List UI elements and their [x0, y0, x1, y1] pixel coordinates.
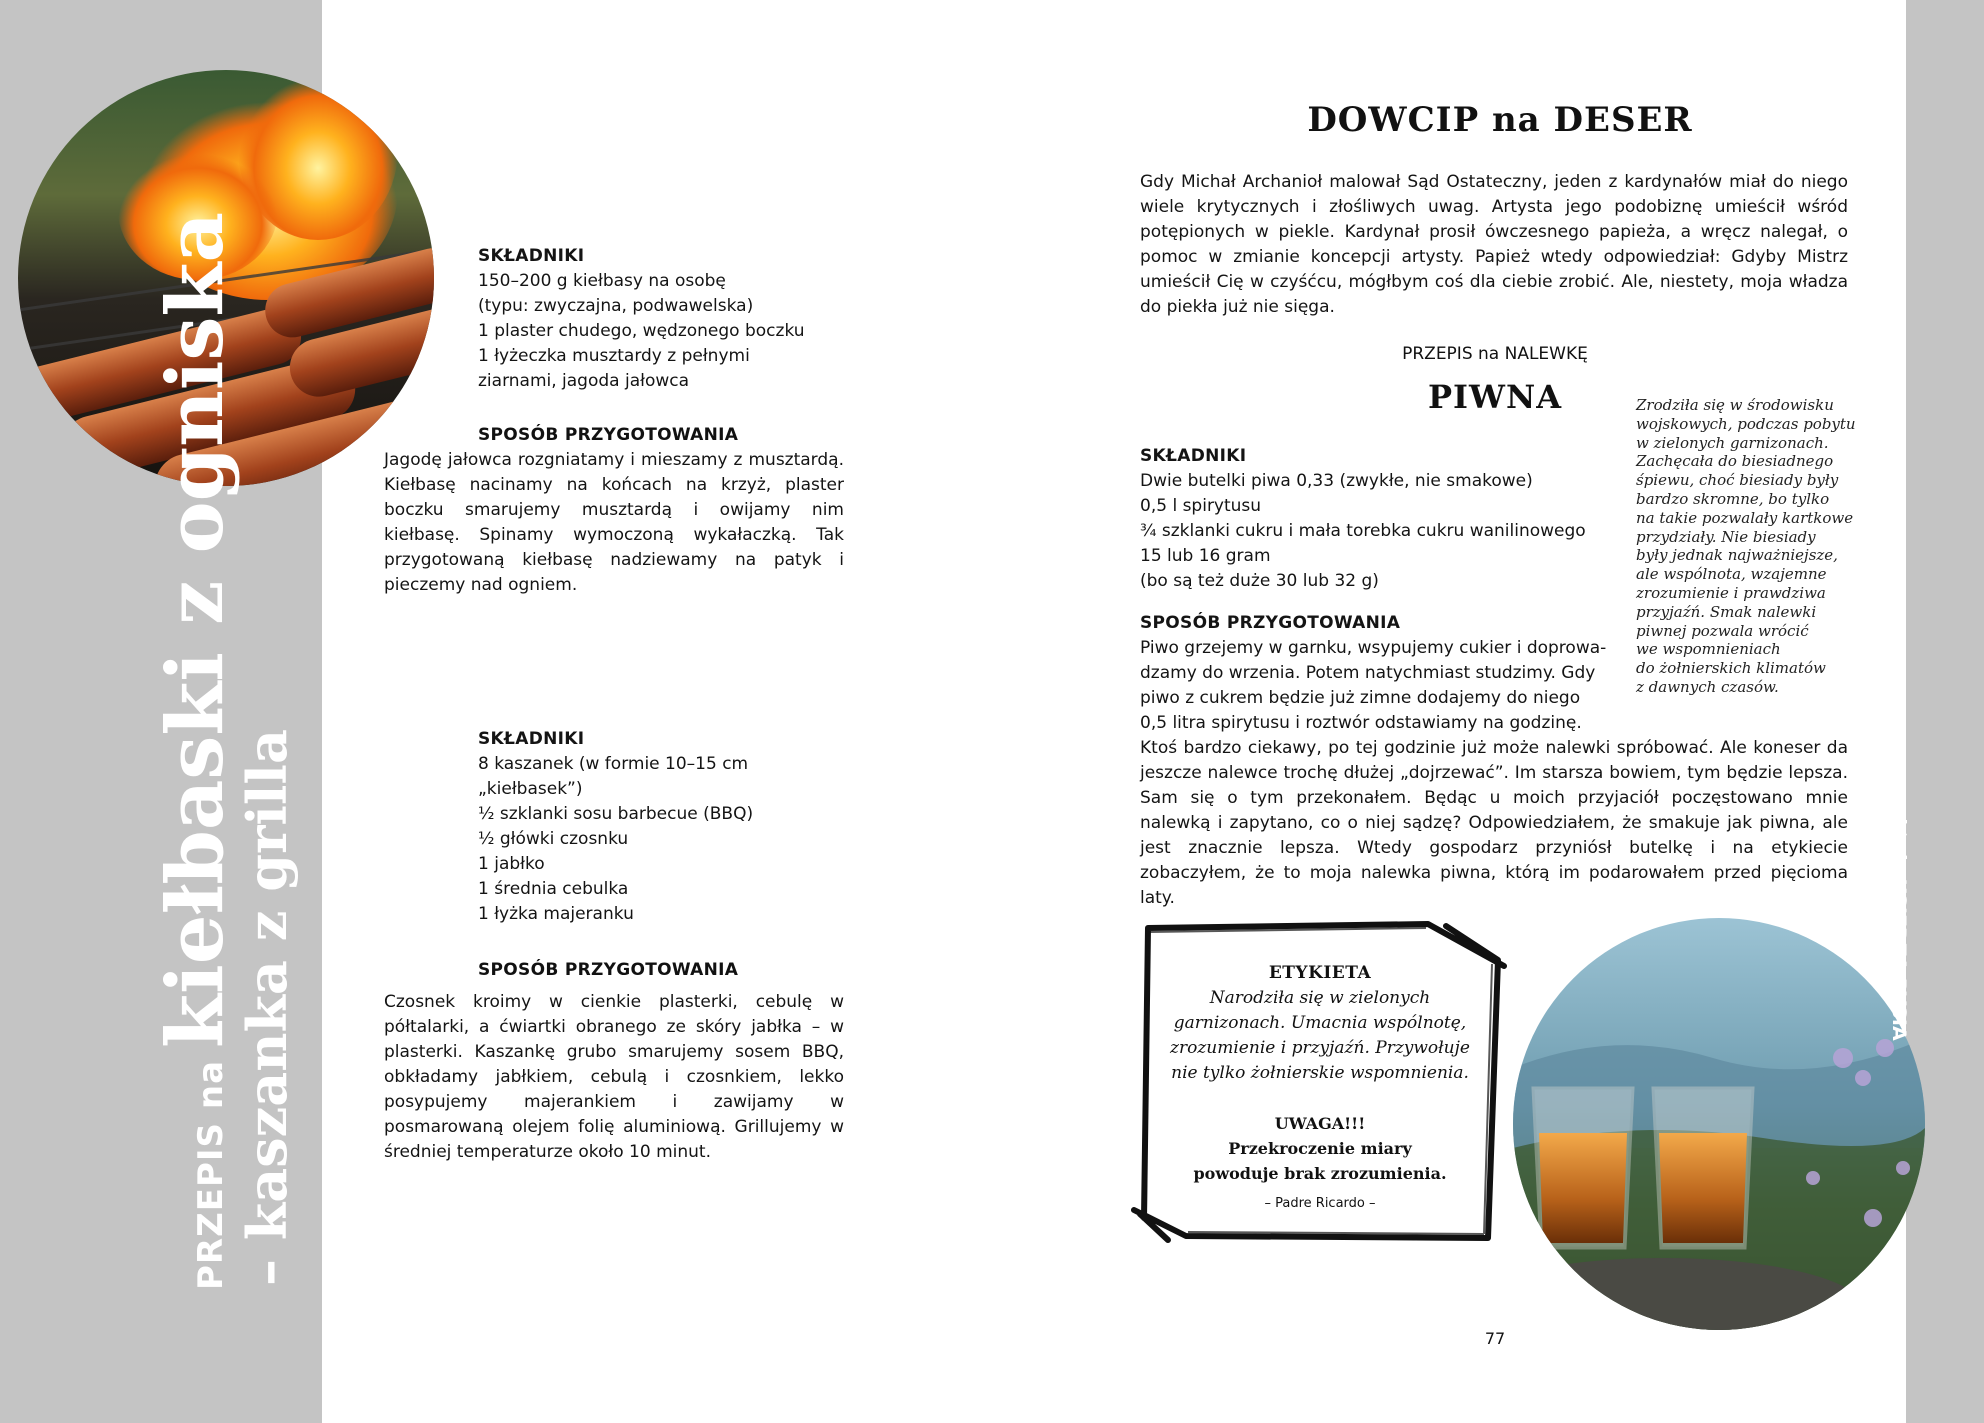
liqueur-side-note — [1636, 396, 1876, 697]
ingredient-line: ½ szklanki sosu barbecue (BBQ) — [478, 804, 754, 824]
side-note-line: śpiewu, choć biesiady były — [1636, 471, 1839, 490]
ingredient-line: 8 kaszanek (w formie 10–15 cm — [478, 754, 749, 774]
liqueur-ingredients — [1140, 444, 1586, 594]
vertical-recipe-title — [150, 212, 299, 1290]
recipe2-method-heading: SPOSÓB PRZYGOTOWANIA — [478, 960, 739, 980]
ingredient-line: 1 łyżka majeranku — [478, 904, 634, 924]
side-note-line: do żołnierskich klimatów — [1636, 659, 1826, 678]
ingredient-line: ¾ szklanki cukru i mała torebka cukru wanilinowego — [1140, 521, 1586, 541]
label-text-line: zrozumienie i przyjaźń. Przywołuje — [1170, 1038, 1470, 1058]
recipe2-ingredients — [478, 727, 753, 927]
side-note-line: Zrodziła się w środowisku — [1636, 396, 1834, 414]
recipe2-ingredients-heading: SKŁADNIKI — [478, 729, 585, 749]
ingredient-line: 1 łyżeczka musztardy z pełnymi — [478, 346, 750, 366]
label-content — [1160, 960, 1480, 1214]
liqueur-method-wide: Ktoś bardzo ciekawy, po tej godzinie już może nalewki spróbować. Ale koneser da jeszcze nalewce trochę dłużej „dojrzewać”. Im starsza bowiem, tym będzie lepsza. Sam się o tym przekonałem. Będąc u moich przyjaciół poczęstowano mnie nalewką i zapytano, co o niej sądzę? Odpowiedziałem, że smakuje jak piwna, ale jest znacznie lepsza. Wtedy gospodarz przyniósł butelkę i na etykiecie zobaczyłem, że to moja nalewka piwna, którą im podarowałem przed pięcioma laty. — [1140, 738, 1848, 908]
side-tab-part1: obiady — [1888, 808, 1910, 872]
ingredient-line: 1 plaster chudego, wędzonego boczku — [478, 321, 805, 341]
liqueur-ingredients-heading: SKŁADNIKI — [1140, 446, 1247, 466]
liqueur-method-narrow — [1140, 611, 1606, 736]
side-note-line: zrozumienie i prawdziwa — [1636, 583, 1826, 602]
side-note-line: piwnej pozwala wrócić — [1636, 621, 1809, 640]
liqueur-method-heading: SPOSÓB PRZYGOTOWANIA — [1140, 613, 1401, 633]
ingredient-line: (typu: zwyczajna, podwawelska) — [478, 296, 754, 316]
recipe1-method: Jagodę jałowca rozgniatamy i mieszamy z musztardą. Kiełbasę nacinamy na końcach na krzyż, plaster boczku smarujemy musztardą i owijamy nim kiełbasę. Spinamy wymoczoną wykałaczką. Tak przygotowaną kiełbasę nadziewamy na patyk i pieczemy nad ogniem. — [384, 450, 844, 595]
method-line: piwo z cukrem będzie już zimne dodajemy do niego — [1140, 688, 1581, 708]
ingredient-line: 150–200 g kiełbasy na osobę — [478, 271, 726, 291]
recipe1-method-heading: SPOSÓB PRZYGOTOWANIA — [478, 425, 739, 445]
side-tab-label — [1888, 808, 1910, 1041]
recipe2-method: Czosnek kroimy w cienkie plasterki, cebulę w półtalarki, a ćwiartki obranego ze skóry jabłka – w plasterki. Kaszankę grubo smarujemy sosem BBQ, obkładamy jabłkiem, cebulą i czosnkiem, lekko posypujemy majerankiem i zawijamy w posmarowaną olejem folię aluminiową. Grillujemy w średniej temperaturze około 10 minut. — [384, 992, 844, 1162]
page-number: 77 — [1484, 1329, 1506, 1348]
label-text-line: nie tylko żołnierskie wspomnienia. — [1171, 1063, 1469, 1083]
method-line: Piwo grzejemy w garnku, wsypujemy cukier i doprowa- — [1140, 638, 1607, 658]
ingredient-line: ½ główki czosnku — [478, 829, 629, 849]
method-line: dzamy do wrzenia. Potem natychmiast studzimy. Gdy — [1140, 663, 1596, 683]
ingredient-line: 15 lub 16 gram — [1140, 546, 1271, 566]
side-note-line: przydziały. Nie biesiady — [1636, 527, 1816, 546]
side-note-line: we wspomnieniach — [1636, 640, 1781, 659]
recipe1-ingredients — [478, 244, 805, 394]
joke-text: Gdy Michał Archanioł malował Sąd Ostateczny, jeden z kardynałów miał do niego wiele krytycznych i złośliwych uwag. Artysta jego podobiznę umieścił wśród potępionych w piekle. Kardynał prosił ówczesnego papieża, a wręcz nalegał, o pomoc w zmianie koncepcji artysty. Papież wtedy odpowiedział: Gdyby Mistrz umieścił Cię w czyśćcu, mógłbym coś dla ciebie zrobić. Ale, niestety, moja władza do piekła już nie sięga. — [1140, 172, 1848, 317]
label-text-line: Narodziła się w zielonych — [1209, 988, 1431, 1008]
ingredient-line: 1 jabłko — [478, 854, 545, 874]
ingredient-line: 0,5 l spirytusu — [1140, 496, 1262, 516]
side-note-line: w zielonych garnizonach. — [1636, 433, 1829, 452]
method-line: 0,5 litra spirytusu i roztwór odstawiamy na godzinę. — [1140, 713, 1582, 733]
side-note-line: na takie pozwalały kartkowe — [1636, 508, 1854, 527]
label-warning-title: UWAGA!!! — [1274, 1114, 1366, 1133]
ingredient-line: (bo są też duże 30 lub 32 g) — [1140, 571, 1379, 591]
side-tab-part2: KSIĘDZA RYSIA — [1888, 878, 1910, 1041]
vertical-title-sub: – kaszanka z grilla — [235, 729, 299, 1286]
vertical-title-main: kiełbaski z ogniska — [150, 211, 241, 1048]
ingredient-line: 1 średnia cebulka — [478, 879, 629, 899]
label-signature: – Padre Ricardo – — [1264, 1196, 1376, 1211]
ingredient-line: Dwie butelki piwa 0,33 (zwykłe, nie smakowe) — [1140, 471, 1533, 491]
side-note-line: bardzo skromne, bo tylko — [1636, 489, 1830, 508]
joke-heading: DOWCIP na DESER — [1307, 100, 1693, 140]
liqueur-recipe-title: PIWNA — [1427, 378, 1563, 416]
side-note-line: ale wspólnota, wzajemne — [1636, 565, 1827, 584]
ingredient-line: „kiełbasek”) — [478, 779, 583, 799]
label-text-line: garnizonach. Umacnia wspólnotę, — [1173, 1013, 1467, 1033]
right-side-band — [1906, 0, 1984, 1423]
recipe1-ingredients-heading: SKŁADNIKI — [478, 246, 585, 266]
liqueur-glasses-photo — [1513, 918, 1925, 1330]
liqueur-recipe-prefix: PRZEPIS na NALEWKĘ — [1402, 344, 1588, 364]
label-title: ETYKIETA — [1268, 963, 1372, 983]
side-note-line: przyjaźń. Smak nalewki — [1636, 602, 1817, 621]
ingredient-line: ziarnami, jagoda jałowca — [478, 371, 690, 391]
side-note-line: z dawnych czasów. — [1636, 677, 1779, 696]
side-note-line: wojskowych, podczas pobytu — [1636, 414, 1856, 433]
vertical-title-prefix: PRZEPIS na — [191, 1059, 231, 1290]
label-warning-line: powoduje brak zrozumienia. — [1193, 1164, 1447, 1183]
side-note-line: Zachęcała do biesiadnego — [1636, 452, 1834, 471]
side-note-line: były jednak najważniejsze, — [1636, 546, 1838, 565]
label-warning-line: Przekroczenie miary — [1228, 1139, 1412, 1158]
